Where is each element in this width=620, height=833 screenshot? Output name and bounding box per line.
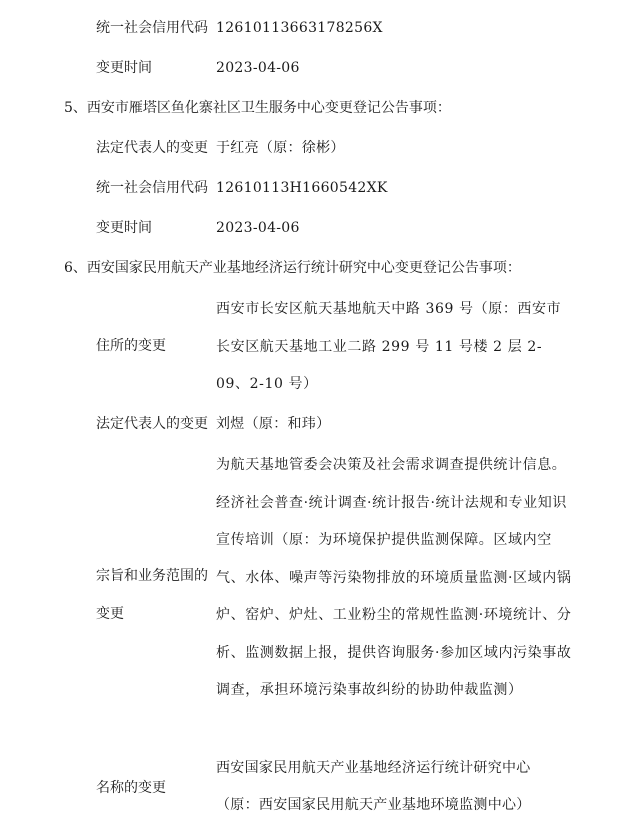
item5-rep-label: 法定代表人的变更: [96, 140, 208, 156]
credit-code-value: 12610113663178256X: [216, 20, 383, 36]
item5-credit-label: 统一社会信用代码: [96, 180, 208, 196]
item6-scope-label-line2: 变更: [96, 606, 124, 622]
item6-address-value: 西安市长安区航天基地航天中路 369 号（原：西安市长安区航天基地工业二路 299 号 11 号楼 2 层 2-09、2-10 号）: [216, 301, 562, 392]
item6-name-label: 名称的变更: [96, 780, 166, 796]
item6-name-value-line1: 西安国家民用航天产业基地经济运行统计研究中心: [216, 760, 531, 776]
item6-name-value-line2: （原：西安国家民用航天产业基地环境监测中心）: [216, 797, 531, 813]
item6-scope-value: 为航天基地管委会决策及社会需求调查提供统计信息。经济社会普查·统计调查·统计报告·统计法规和专业知识宣传培训（原：为环境保护提供监测保障。区域内空气、水体、噪声等污染物排放的环境质量监测·区域内锅炉、窑炉、炉灶、工业粉尘的常规性监测·环境统计、分析、监测数据上报，提供咨询服务·参加区域内污染事故调查，承担环境污染事故纠纷的协助仲裁监测）: [216, 457, 572, 698]
item6-rep-value: 刘煜（原：和玮）: [216, 416, 331, 432]
item6-rep-label: 法定代表人的变更: [96, 416, 208, 432]
item6-heading: 6、西安国家民用航天产业基地经济运行统计研究中心变更登记公告事项：: [64, 260, 521, 276]
change-date-label: 变更时间: [96, 60, 152, 76]
item6-address-label: 住所的变更: [96, 338, 166, 354]
item5-date-value: 2023-04-06: [216, 220, 300, 236]
change-date-value: 2023-04-06: [216, 60, 300, 76]
item5-heading: 5、西安市雁塔区鱼化寨社区卫生服务中心变更登记公告事项：: [64, 100, 451, 116]
credit-code-label: 统一社会信用代码: [96, 20, 208, 36]
item6-scope-label-line1: 宗旨和业务范围的: [96, 568, 208, 584]
item5-rep-value: 于红亮（原：徐彬）: [216, 140, 345, 156]
item5-credit-value: 12610113H1660542XK: [216, 180, 388, 196]
item5-date-label: 变更时间: [96, 220, 152, 236]
